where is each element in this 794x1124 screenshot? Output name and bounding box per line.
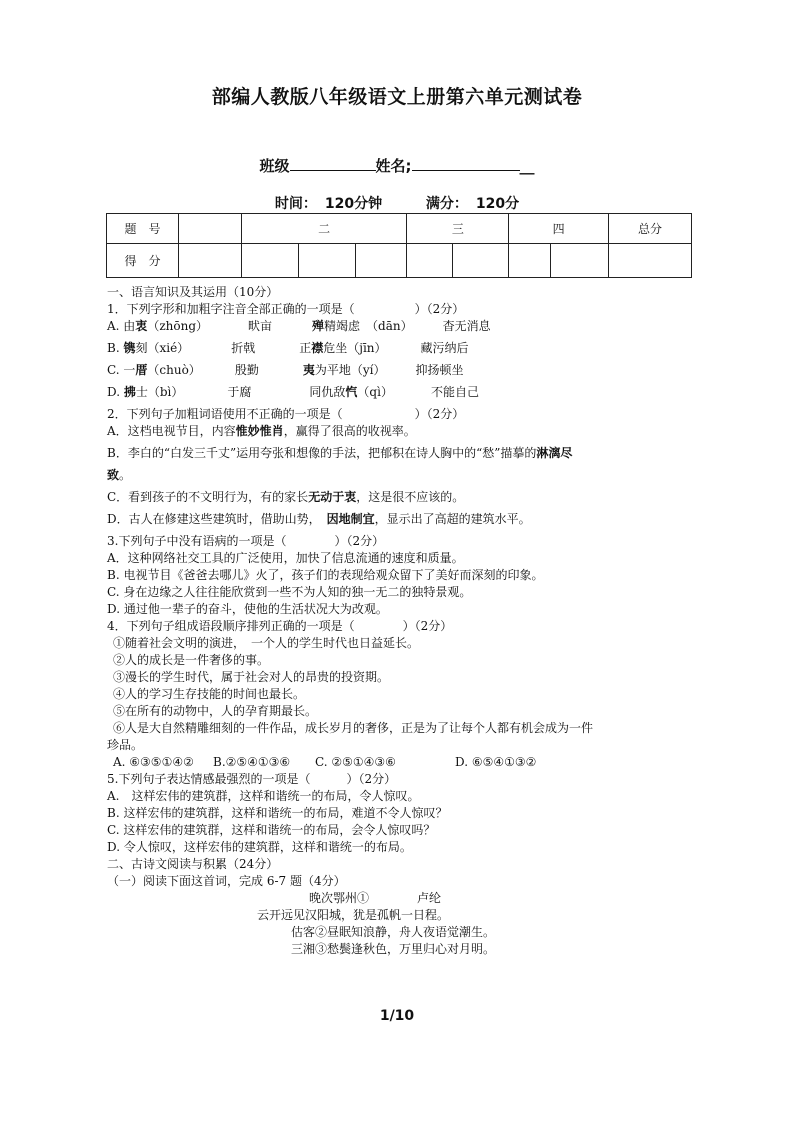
- name-tail: __: [519, 157, 535, 175]
- poem-line-3: 三湘③愁鬓逢秋色，万里归心对月明。: [291, 942, 496, 956]
- time-label: 时间：: [274, 196, 317, 212]
- section-header: 一、语言知识及其运用（10分）: [107, 285, 279, 299]
- score-cell: [453, 244, 509, 278]
- question-5-stem: 5.下列句子表达情感最强烈的一项是（ ）（2分）: [107, 772, 397, 786]
- q2-option-b: B．李白的“白发三千丈”运用夸张和想像的手法，把郁积在诗人胸中的“愁”描摹的淋漓尽: [107, 446, 573, 460]
- question-2-stem: 2．下列句子加粗词语使用不正确的一项是（ ）（2分）: [107, 407, 465, 421]
- exam-content: [107, 284, 707, 958]
- poem-line-2: 估客②昼眠知浪静，舟人夜语觉潮生。: [291, 925, 496, 939]
- table-header-sec4: 四: [509, 214, 609, 244]
- question-4-stem: 4．下列句子组成语段顺序排列正确的一项是（ ）（2分）: [107, 619, 453, 633]
- q2-option-c: C．看到孩子的不文明行为，有的家长无动于衷，这是很不应该的。: [107, 490, 465, 504]
- q5-option-a: A. 这样宏伟的建筑群，这样和谐统一的布局，令人惊叹。: [107, 789, 420, 803]
- q2-option-d: D．古人在修建这些建筑时，借助山势， 因地制宜，显示出了高超的建筑水平。: [107, 512, 531, 526]
- class-blank: [290, 156, 376, 171]
- table-header-total: 总分: [609, 214, 692, 244]
- exam-title: 部编人教版八年级语文上册第六单元测试卷: [211, 86, 583, 108]
- q3-option-b: B. 电视节目《爸爸去哪儿》火了，孩子们的表现给观众留下了美好而深刻的印象。: [107, 568, 544, 582]
- student-info-line: [0, 155, 794, 176]
- score-cell: [355, 244, 407, 278]
- score-cell: [178, 244, 241, 278]
- q4-sentence-2: ②人的成长是一件奢侈的事。: [113, 653, 270, 667]
- q5-option-c: C. 这样宏伟的建筑群，这样和谐统一的布局，会令人惊叹吗？: [107, 823, 436, 837]
- section-2-sub1: （一）阅读下面这首词，完成 6-7 题（4分）: [107, 874, 346, 888]
- q1-option-c: C. 一厝（chuò） 殷勤 夷为平地（yí） 抑扬顿坐: [107, 363, 464, 377]
- q5-option-d: D. 令人惊叹，这样宏伟的建筑群，这样和谐统一的布局。: [107, 840, 412, 854]
- table-header-sec1: [178, 214, 241, 244]
- poem-line-1: 云开远见汉阳城，犹是孤帆一日程。: [257, 908, 450, 922]
- table-header-sec2: 二: [241, 214, 407, 244]
- score-cell: [298, 244, 355, 278]
- q4-sentence-4: ④人的学习生存技能的时间也最长。: [113, 687, 306, 701]
- q3-option-d: D. 通过他一辈子的奋斗，使他的生活状况大为改观。: [107, 602, 388, 616]
- q2-option-a: A．这档电视节目，内容惟妙惟肖，赢得了很高的收视率。: [107, 424, 416, 438]
- q1-option-a: A. 由衷（zhōng） 畎亩 殚精竭虑 （dān） 杳无消息: [107, 319, 491, 333]
- section-2-header: 二、古诗文阅读与积累（24分）: [107, 857, 279, 871]
- score-cell: [509, 244, 551, 278]
- score-table: [106, 213, 692, 278]
- score-value: 120分: [475, 196, 520, 212]
- question-3-stem: 3.下列句子中没有语病的一项是（ ）（2分）: [107, 534, 385, 548]
- q4-sentence-6-cont: 珍品。: [107, 738, 144, 752]
- q4-sentence-3: ③漫长的学生时代，属于社会对人的昂贵的投资期。: [113, 670, 390, 684]
- poem-title: 晚次鄂州① 卢纶: [309, 891, 442, 905]
- time-value: 120分钟: [324, 196, 383, 212]
- name-blank: [412, 156, 520, 171]
- q3-option-c: C. 身在边缘之人往往能欣赏到一些不为人知的独一无二的独特景观。: [107, 585, 472, 599]
- class-label: 班级: [259, 157, 290, 175]
- score-cell: [241, 244, 298, 278]
- q1-option-b: B. 镌刻（xié） 折戟 正襟危坐（jīn） 藏污纳后: [107, 341, 469, 355]
- table-header-sec3: 三: [407, 214, 509, 244]
- name-label: 姓名;: [375, 157, 412, 175]
- score-cell: [551, 244, 609, 278]
- q4-options: A. ⑥③⑤①④② B.②⑤④①③⑥ C. ②⑤①④③⑥ D. ⑥⑤④①③②: [113, 755, 537, 769]
- q1-option-d: D. 拂士（bì） 于腐 同仇敌忾（qì） 不能自己: [107, 385, 479, 399]
- q4-sentence-5: ⑤在所有的动物中，人的孕育期最长。: [113, 704, 318, 718]
- score-label: 满分：: [425, 196, 468, 212]
- q3-option-a: A．这种网络社交工具的广泛使用，加快了信息流通的速度和质量。: [107, 551, 464, 565]
- time-score-line: [0, 193, 794, 213]
- table-header-item: 题 号: [107, 214, 179, 244]
- page-number: 1/10: [379, 1008, 415, 1024]
- q4-sentence-1: ①随着社会文明的演进， 一个人的学生时代也日益延长。: [113, 636, 420, 650]
- score-cell: [407, 244, 453, 278]
- q2-option-b-cont: 致。: [107, 468, 132, 482]
- q5-option-b: B. 这样宏伟的建筑群，这样和谐统一的布局，难道不令人惊叹？: [107, 806, 448, 820]
- table-score-label: 得 分: [107, 244, 179, 278]
- score-cell: [609, 244, 692, 278]
- q4-sentence-6: ⑥人是大自然精雕细刻的一件作品，成长岁月的奢侈，正是为了让每个人都有机会成为一件: [113, 721, 594, 735]
- question-1-stem: 1．下列字形和加粗字注音全部正确的一项是（ ）（2分）: [107, 302, 465, 316]
